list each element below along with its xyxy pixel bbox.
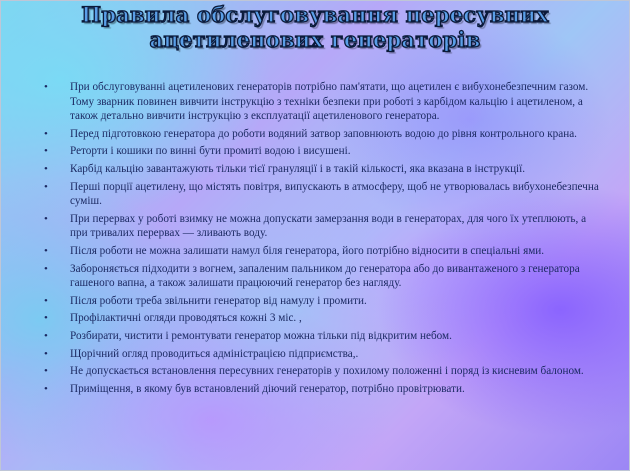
bullet-dot-icon: • [44,212,48,225]
list-item [44,127,600,142]
bullet-dot-icon: • [44,262,48,275]
list-item-text: Перші порції ацетилену, що містять повітря, випускають в атмосферу, щоб не утворювалась вибухонебезпечна суміш. [70,180,599,208]
list-item [44,329,600,344]
bullet-dot-icon: • [44,180,48,193]
list-item [44,244,600,259]
bullet-dot-icon: • [44,382,48,395]
bullet-dot-icon: • [44,365,48,378]
bullet-dot-icon: • [44,329,48,342]
bullet-dot-icon: • [44,312,48,325]
list-item-text: Карбід кальцію завантажують тільки тієї грануляції і в такій кількості, яка вказана в інструкції. [70,162,526,175]
list-item-text: Розбирати, чистити і ремонтувати генератор можна тільки під відкритим небом. [70,329,452,342]
list-item [44,364,600,379]
bullet-list [44,80,600,399]
list-item-text: Профілактичні огляди проводяться кожні 3 міс. , [70,312,302,325]
list-item [44,311,600,326]
list-item-text: Приміщення, в якому був встановлений діючий генератор, потрібно провітрювати. [70,382,465,395]
bullet-dot-icon: • [44,81,48,93]
list-item [44,80,600,124]
title-line-1: Правила обслуговування пересувних [81,2,549,27]
list-item-text: Забороняється підходити з вогнем, запаленим пальником до генератора або до вивантаженого з генератора гашеного вапна, а також залишати працюючий генератор без нагляду. [70,262,580,290]
slide-title [0,2,630,52]
list-item [44,162,600,177]
bullet-dot-icon: • [44,127,48,140]
list-item [44,347,600,362]
bullet-dot-icon: • [44,294,48,307]
list-item-text: При обслуговуванні ацетиленових генераторів потрібно пам'ятати, що ацетилен є вибухонебезпечним газом. Тому зварник повинен вивчити інструкцію з техніки безпеки при роботі з карбідом кальцію і ацетиленом, а також детально вивчити інструкцію з експлуатації ацетиленового генератора. [70,81,589,123]
bullet-dot-icon: • [44,145,48,158]
list-item-text: Реторти і кошики по винні бути промиті водою і висушені. [70,145,351,158]
list-item [44,212,600,241]
bullet-dot-icon: • [44,347,48,360]
list-item-text: Після роботи треба звільнити генератор від намулу і промити. [70,294,367,307]
list-item [44,262,600,291]
list-item [44,144,600,159]
list-item-text: Щорічний огляд проводиться адміністрацією підприємства,. [70,347,359,360]
list-item-text: При перервах у роботі взимку не можна допускати замерзання води в генераторах, для чого їх утеплюють, а при тривалих перервах — зливають воду. [70,212,587,240]
list-item [44,180,600,209]
list-item-text: Не допускається встановлення пересувних генераторів у похилому положенні і поряд із кисневим балоном. [70,365,584,378]
bullet-dot-icon: • [44,162,48,175]
list-item-text: Після роботи не можна залишати намул біля генератора, його потрібно відносити в спеціальні ями. [70,244,545,257]
list-item [44,294,600,309]
list-item-text: Перед підготовкою генератора до роботи водяний затвор заповнюють водою до рівня контрольного крана. [70,127,577,140]
bullet-dot-icon: • [44,244,48,257]
title-line-2: ацетиленових генераторів [149,27,481,52]
list-item [44,382,600,397]
